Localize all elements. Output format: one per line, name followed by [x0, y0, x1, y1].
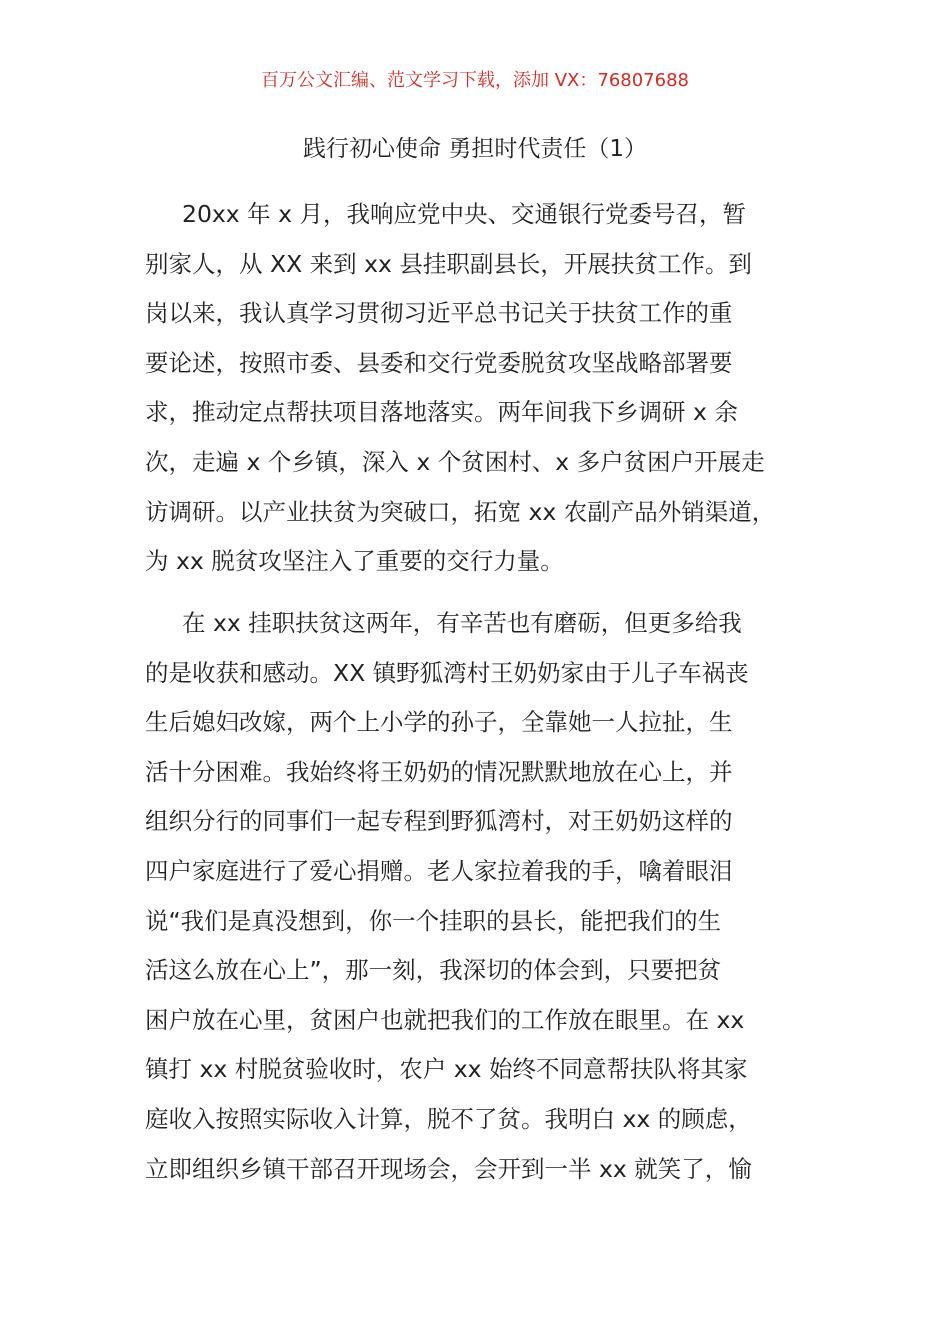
paragraph-line: 庭收入按照实际收入计算，脱不了贫。我明白 xx 的顾虑， [145, 1104, 752, 1133]
paragraph-line: 说“我们是真没想到，你一个挂职的县长，能把我们的生 [145, 906, 722, 935]
paragraph-line: 岗以来，我认真学习贯彻习近平总书记关于扶贫工作的重 [145, 299, 733, 328]
paragraph-line: 为 xx 脱贫攻坚注入了重要的交行力量。 [145, 547, 564, 576]
paragraph-line: 立即组织乡镇干部召开现场会，会开到一半 xx 就笑了，愉 [145, 1154, 752, 1183]
paragraph-line: 的是收获和感动。XX 镇野狐湾村王奶奶家由于儿子车祸丧 [145, 658, 749, 687]
paragraph-line: 次，走遍 x 个乡镇，深入 x 个贫困村、x 多户贫困户开展走 [145, 447, 765, 476]
promo-header: 百万公文汇编、范文学习下载，添加 VX：76807688 [261, 70, 689, 91]
paragraph-line: 活十分困难。我始终将王奶奶的情况默默地放在心上，并 [145, 757, 733, 786]
paragraph-line: 在 xx 挂职扶贫这两年，有辛苦也有磨砺，但更多给我 [182, 609, 742, 637]
paragraph-line: 要论述，按照市委、县委和交行党委脱贫攻坚战略部署要 [145, 348, 733, 377]
paragraph-line: 困户放在心里，贫困户也就把我们的工作放在眼里。在 xx [145, 1005, 745, 1034]
paragraph-line: 生后媳妇改嫁，两个上小学的孙子，全靠她一人拉扯，生 [145, 708, 733, 737]
paragraph-line: 活这么放在心上”，那一刻，我深切的体会到，只要把贫 [145, 956, 722, 985]
paragraph-line: 组织分行的同事们一起专程到野狐湾村，对王奶奶这样的 [145, 807, 733, 836]
paragraph-1 [145, 194, 825, 591]
paragraph-line: 四户家庭进行了爱心捐赠。老人家拉着我的手，噙着眼泪 [145, 856, 733, 885]
paragraph-line: 20xx 年 x 月，我响应党中央、交通银行党委号召，暂 [182, 200, 747, 228]
paragraph-line: 访调研。以产业扶贫为突破口，拓宽 xx 农副产品外销渠道， [145, 497, 776, 526]
paragraph-line: 镇打 xx 村脱贫验收时，农户 xx 始终不同意帮扶队将其家 [145, 1055, 748, 1084]
paragraph-line: 求，推动定点帮扶项目落地落实。两年间我下乡调研 x 余 [145, 398, 738, 427]
paragraph-line: 别家人，从 XX 来到 xx 县挂职副县长，开展扶贫工作。到 [145, 249, 752, 278]
document-title: 践行初心使命 勇担时代责任（1） [303, 136, 647, 162]
paragraph-2 [145, 603, 825, 1198]
